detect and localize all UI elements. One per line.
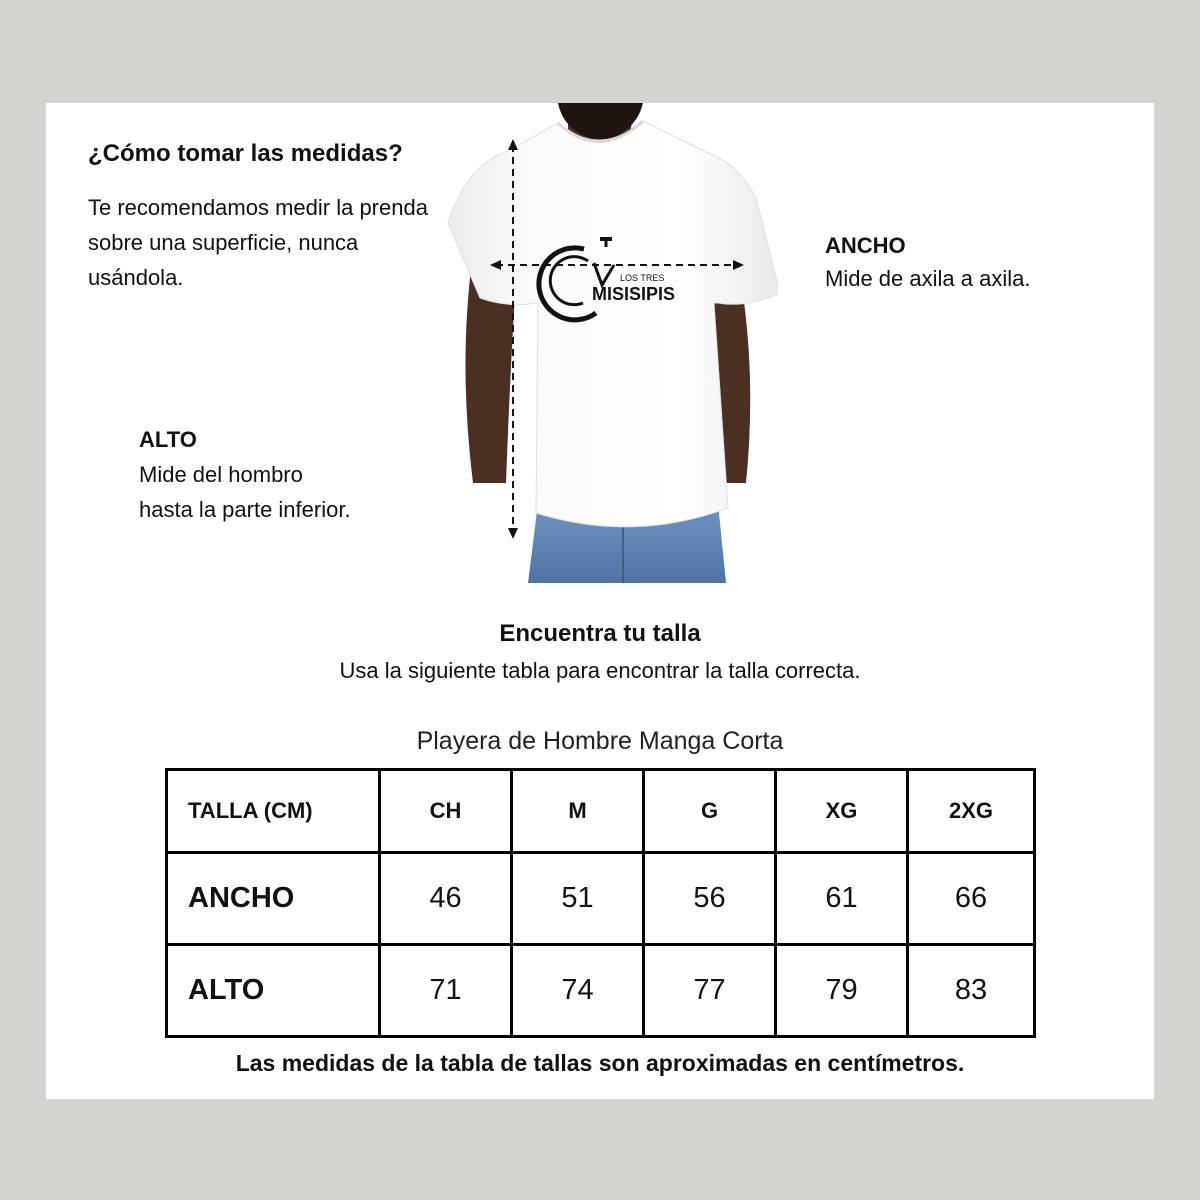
logo-small-text: LOS TRES xyxy=(620,273,665,283)
ancho-2xg-cell: 66 xyxy=(908,853,1035,945)
row-label-ancho: ANCHO xyxy=(167,853,380,945)
alto-g-cell: 77 xyxy=(644,945,776,1037)
alto-m-cell: 74 xyxy=(512,945,644,1037)
alto-desc-line1: Mide del hombro xyxy=(139,462,303,487)
header-size-2xg: 2XG xyxy=(908,770,1035,853)
header-size-xg: XG xyxy=(776,770,908,853)
row-label-alto: ALTO xyxy=(167,945,380,1037)
alto-desc-line2: hasta la parte inferior. xyxy=(139,497,351,522)
measurement-note: Las medidas de la tabla de tallas son aproximadas en centímetros. xyxy=(235,1050,965,1076)
ancho-xg-cell: 61 xyxy=(776,853,908,945)
model-tshirt-illustration xyxy=(418,103,778,583)
find-size-title: Encuentra tu talla xyxy=(499,620,701,647)
find-size-subtitle: Usa la siguiente tabla para encontrar la talla correcta. xyxy=(339,658,861,683)
header-size-g: G xyxy=(644,770,776,853)
howto-title: ¿Cómo tomar las medidas? xyxy=(88,140,403,167)
alto-2xg-cell: 83 xyxy=(908,945,1035,1037)
size-table xyxy=(165,768,1036,1038)
header-corner-cell: TALLA (CM) xyxy=(167,770,380,853)
size-table-header-row xyxy=(167,770,1035,853)
alto-xg-cell: 79 xyxy=(776,945,908,1037)
logo-big-text: MISISIPIS xyxy=(592,284,676,304)
ancho-title: ANCHO xyxy=(825,233,906,258)
header-size-ch: CH xyxy=(380,770,512,853)
ancho-desc: Mide de axila a axila. xyxy=(825,266,1031,291)
howto-body: Te recomendamos medir la prenda sobre una superficie, nunca usándola. xyxy=(88,195,428,290)
table-row-ancho xyxy=(167,853,1035,945)
table-row-alto xyxy=(167,945,1035,1037)
size-guide-card xyxy=(46,103,1154,1099)
alto-ch-cell: 71 xyxy=(380,945,512,1037)
table-caption: Playera de Hombre Manga Corta xyxy=(416,727,784,755)
ancho-g-cell: 56 xyxy=(644,853,776,945)
alto-title: ALTO xyxy=(139,427,197,452)
header-size-m: M xyxy=(512,770,644,853)
ancho-ch-cell: 46 xyxy=(380,853,512,945)
ancho-m-cell: 51 xyxy=(512,853,644,945)
